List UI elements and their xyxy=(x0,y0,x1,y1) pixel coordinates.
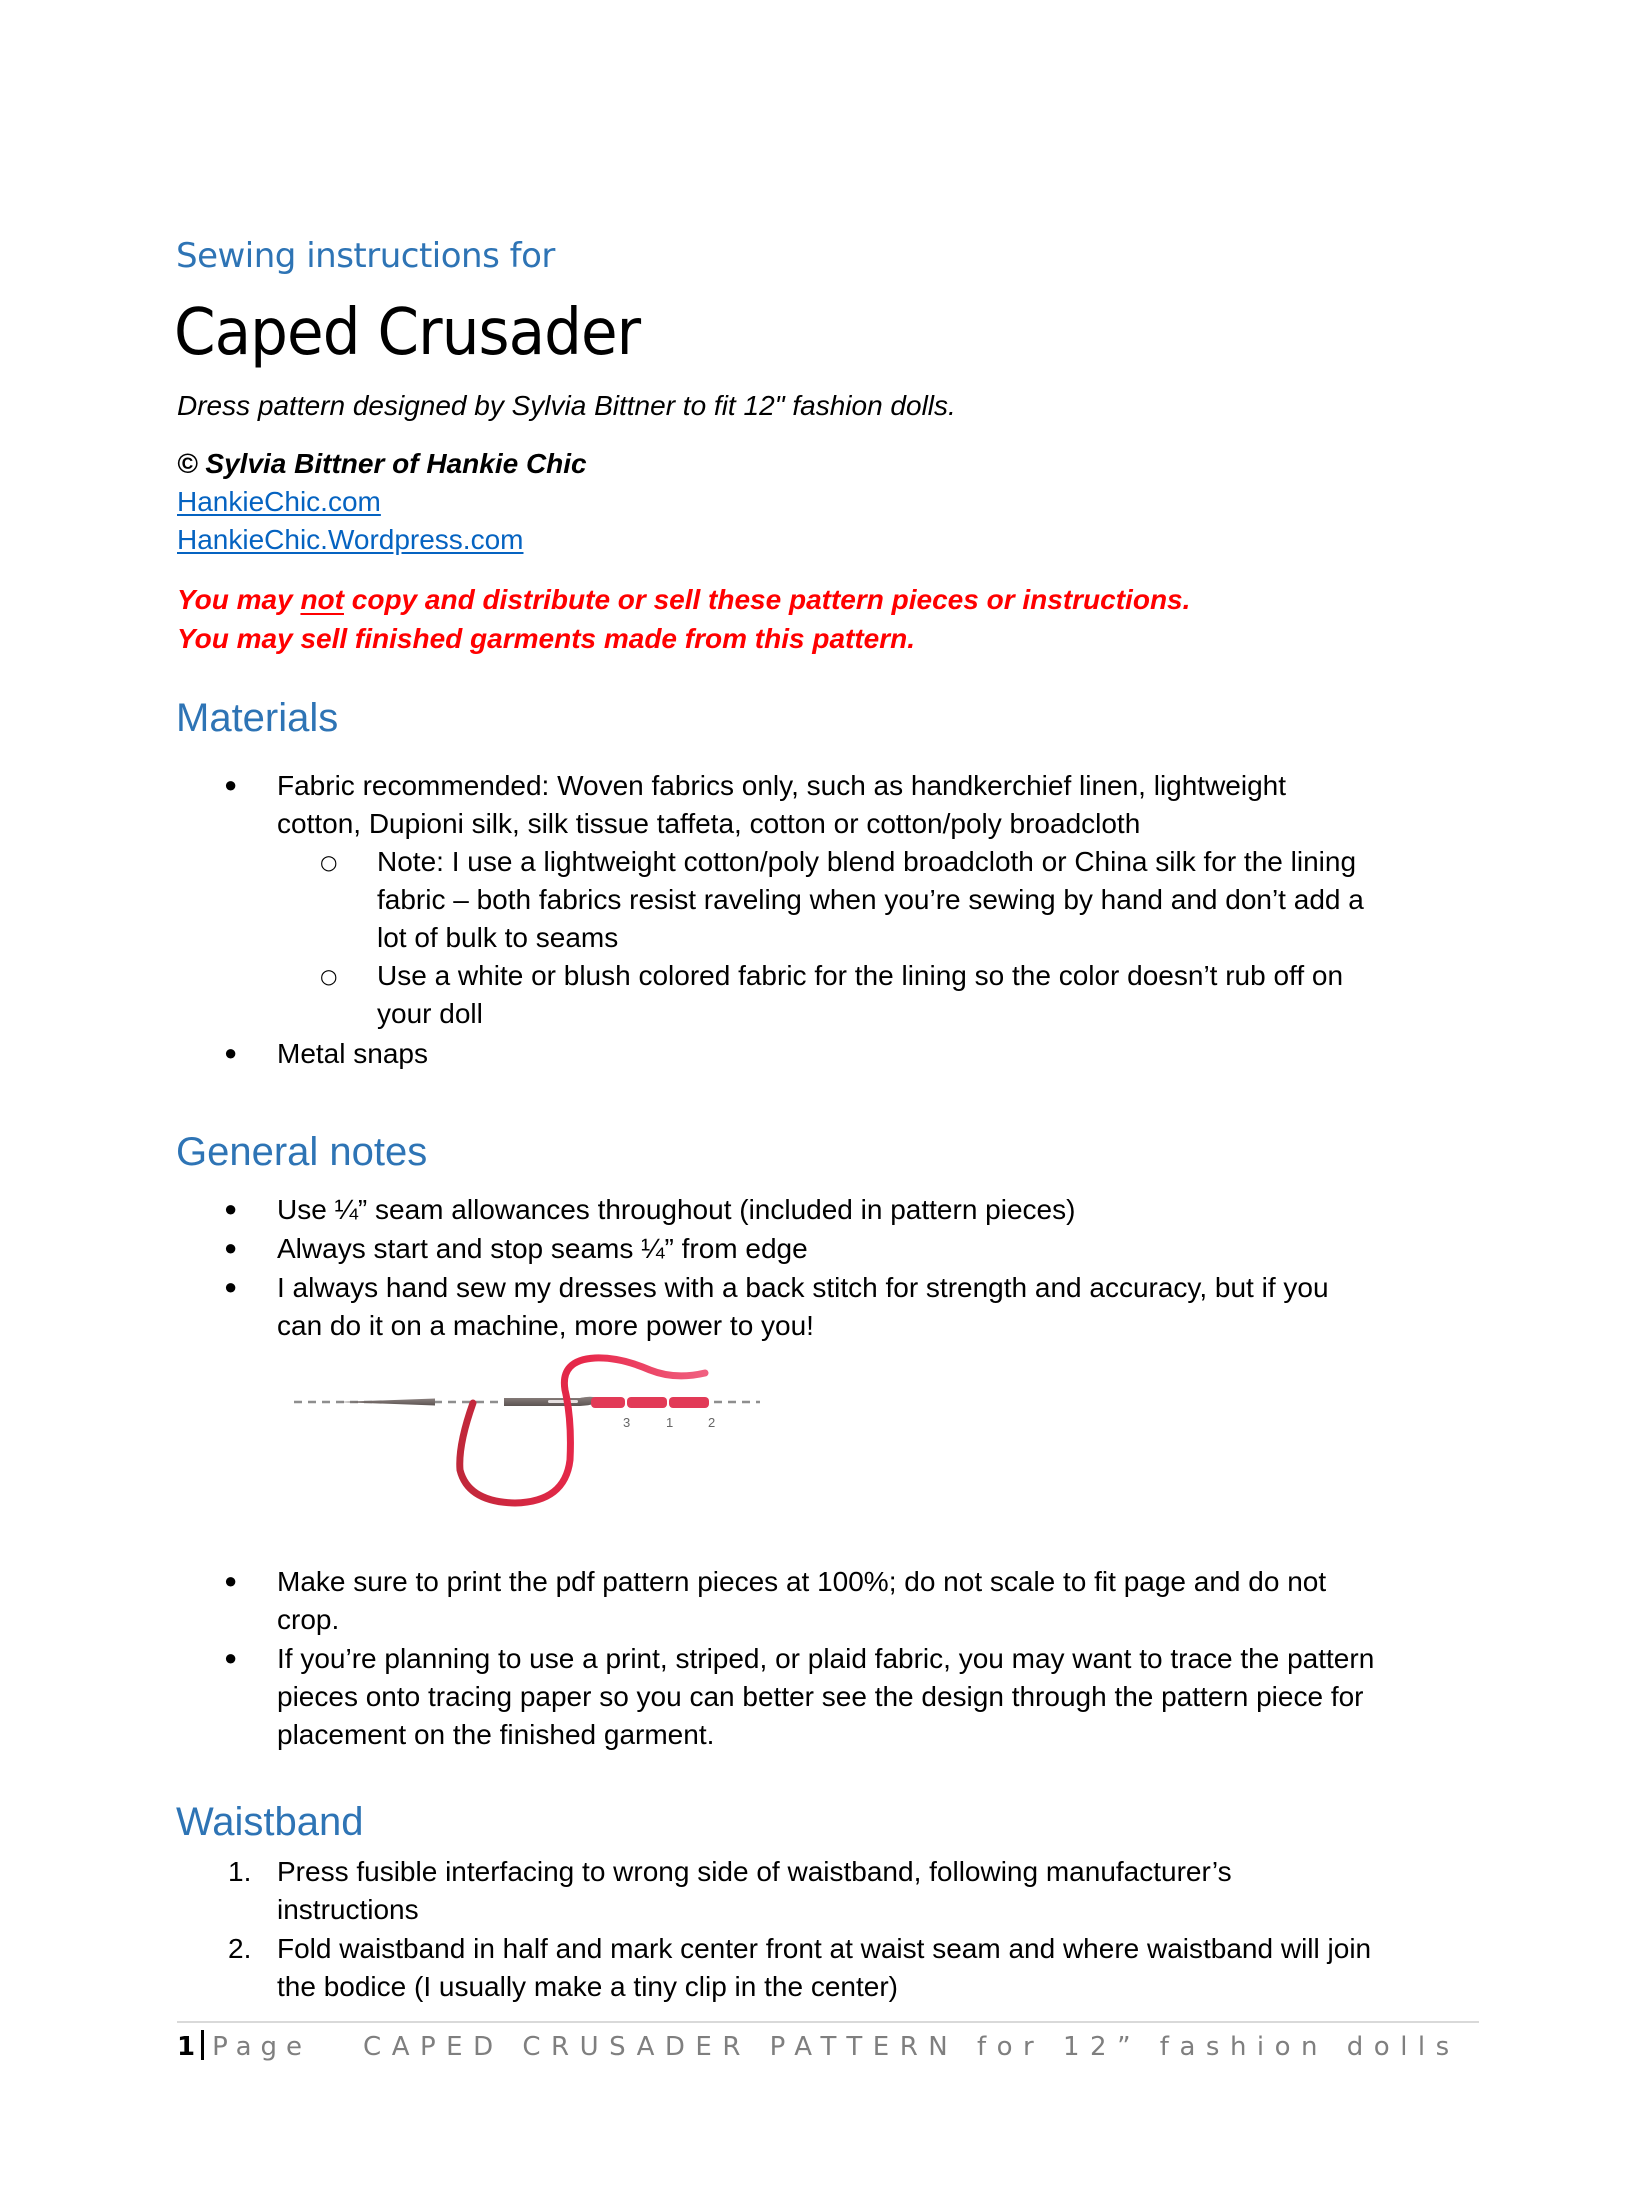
warning-post: copy and distribute or sell these pattern pieces or instructions. xyxy=(343,584,1191,615)
list-item-text: pieces onto tracing paper so you can better see the design through the pattern piece for xyxy=(277,1681,1364,1712)
footer-divider xyxy=(177,2021,1479,2023)
general-notes-heading: General notes xyxy=(176,1130,428,1174)
page-number: 1 xyxy=(177,2032,196,2062)
stitch-3 xyxy=(591,1397,625,1408)
stitch-1 xyxy=(627,1397,667,1408)
page-footer xyxy=(177,2030,1460,2062)
sub-list-item-text: Use a white or blush colored fabric for the lining so the color doesn’t rub off on xyxy=(377,960,1344,991)
list-item-text: cotton, Dupioni silk, silk tissue taffeta, cotton or cotton/poly broadcloth xyxy=(277,808,1141,839)
document-title: Caped Crusader xyxy=(174,296,641,370)
warning-emphasis: not xyxy=(300,584,344,615)
list-item-text: Use ¼” seam allowances throughout (included in pattern pieces) xyxy=(277,1194,1076,1225)
backstitch-illustration xyxy=(280,1350,800,1530)
needle-tip-icon xyxy=(338,1399,435,1406)
bullet-icon: ● xyxy=(224,772,238,797)
bullet-icon: ● xyxy=(224,1274,238,1299)
stitch-label-2: 2 xyxy=(708,1415,716,1430)
warning-line-1 xyxy=(177,584,1190,616)
sub-list-item-text: Note: I use a lightweight cotton/poly blend broadcloth or China silk for the lining xyxy=(377,846,1357,877)
warning-pre: You may xyxy=(177,584,301,615)
step-text: the bodice (I usually make a tiny clip in the center) xyxy=(277,1971,898,2002)
bullet-icon: ● xyxy=(224,1568,238,1593)
waistband-heading: Waistband xyxy=(176,1800,364,1844)
materials-heading: Materials xyxy=(176,696,339,740)
stitch-label-1: 1 xyxy=(666,1415,674,1430)
step-text: Fold waistband in half and mark center front at waist seam and where waistband will join xyxy=(277,1933,1372,1964)
bullet-icon: ● xyxy=(224,1235,238,1260)
list-item-text: Make sure to print the pdf pattern pieces at 100%; do not scale to fit page and do not xyxy=(277,1566,1327,1597)
hankiechic-link[interactable]: HankieChic.com xyxy=(177,486,381,517)
list-item-text: Always start and stop seams ¼” from edge xyxy=(277,1233,808,1264)
needle-eye xyxy=(548,1400,578,1403)
bullet-icon: ● xyxy=(224,1196,238,1221)
list-item-text: Fabric recommended: Woven fabrics only, such as handkerchief linen, lightweight xyxy=(277,770,1287,801)
step-number: 1. xyxy=(228,1856,252,1887)
hollow-bullet-icon: ○ xyxy=(320,850,338,874)
footer-doc-title: CAPED CRUSADER PATTERN for 12” fashion dolls xyxy=(363,2032,1460,2062)
sub-list-item-text: fabric – both fabrics resist raveling when you’re sewing by hand and don’t add a xyxy=(377,884,1364,915)
page-label: Page xyxy=(212,2032,312,2062)
footer-separator xyxy=(201,2030,204,2060)
list-item-text: I always hand sew my dresses with a back stitch for strength and accuracy, but if you xyxy=(277,1272,1329,1303)
bullet-icon: ● xyxy=(224,1040,238,1065)
list-item-text: crop. xyxy=(277,1604,340,1635)
sub-list-item-text: lot of bulk to seams xyxy=(377,922,619,953)
list-item-text: can do it on a machine, more power to you! xyxy=(277,1310,814,1341)
thread-loop xyxy=(460,1358,705,1503)
document-kicker: Sewing instructions for xyxy=(176,236,555,276)
warning-line-2: You may sell finished garments made from this pattern. xyxy=(177,623,916,654)
step-number: 2. xyxy=(228,1933,252,1964)
hollow-bullet-icon: ○ xyxy=(320,964,338,988)
document-subtitle: Dress pattern designed by Sylvia Bittner to fit 12" fashion dolls. xyxy=(177,390,956,421)
copyright-notice: © Sylvia Bittner of Hankie Chic xyxy=(177,448,587,479)
list-item-text: If you’re planning to use a print, striped, or plaid fabric, you may want to trace the pattern xyxy=(277,1643,1375,1674)
sub-list-item-text: your doll xyxy=(377,998,483,1029)
list-item-text: Metal snaps xyxy=(277,1038,428,1069)
list-item-text: placement on the finished garment. xyxy=(277,1719,715,1750)
hankiechic-wordpress-link[interactable]: HankieChic.Wordpress.com xyxy=(177,524,524,555)
step-text: Press fusible interfacing to wrong side of waistband, following manufacturer’s xyxy=(277,1856,1232,1887)
step-text: instructions xyxy=(277,1894,419,1925)
stitch-2 xyxy=(669,1397,709,1408)
stitch-label-3: 3 xyxy=(623,1415,631,1430)
bullet-icon: ● xyxy=(224,1645,238,1670)
